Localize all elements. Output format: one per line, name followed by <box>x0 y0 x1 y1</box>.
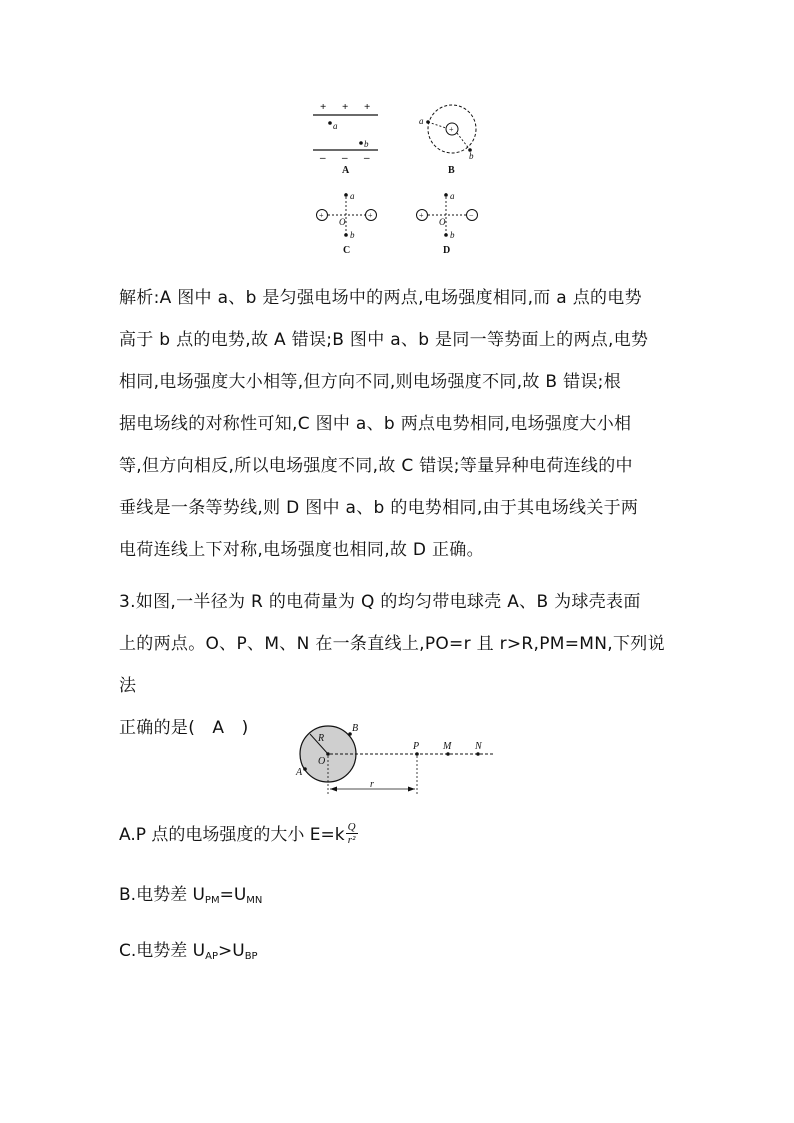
panel-d-caption: D <box>443 245 451 256</box>
point-b-label: b <box>450 230 455 240</box>
panel-a-caption: A <box>342 165 350 176</box>
point-a-label: a <box>350 191 355 201</box>
plus-charge: + <box>419 211 424 220</box>
point-n-label: N <box>475 741 482 752</box>
analysis-line: 解析:A 图中 a、b 是匀强电场中的两点,电场强度相同,而 a 点的电势 <box>119 288 642 308</box>
panel-c-caption: C <box>343 245 351 256</box>
analysis-line: 等,但方向相反,所以电场强度不同,故 C 错误;等量异种电荷连线的中 <box>119 456 633 476</box>
point-a-label: a <box>419 116 424 126</box>
point-b-label: b <box>350 230 355 240</box>
point-a-label: a <box>333 121 338 131</box>
point-b-label: b <box>364 139 369 149</box>
panel-b <box>419 105 476 176</box>
point-m-label: M <box>443 741 452 752</box>
minus-sign: – <box>320 152 326 164</box>
point-a-label: a <box>450 191 455 201</box>
analysis-paragraph <box>119 277 679 571</box>
radius-label: R <box>318 733 325 744</box>
question-line: 正确的是( A ) <box>119 718 249 738</box>
panel-a <box>313 101 378 176</box>
point-p-label: P <box>413 741 420 752</box>
plus-sign: + <box>364 101 371 113</box>
panel-d <box>417 191 478 256</box>
distance-r-label: r <box>370 779 374 790</box>
analysis-line: 高于 b 点的电势,故 A 错误;B 图中 a、b 是同一等势面上的两点,电势 <box>119 330 649 350</box>
analysis-line: 据电场线的对称性可知,C 图中 a、b 两点电势相同,电场强度大小相 <box>119 414 632 434</box>
figure-charged-sphere <box>290 716 510 802</box>
point-b-label: B <box>352 723 359 734</box>
analysis-line: 相同,电场强度大小相等,但方向不同,则电场强度不同,故 B 错误;根 <box>119 372 622 392</box>
question-line: 3.如图,一半径为 R 的电荷量为 Q 的均匀带电球壳 A、B 为球壳表面 <box>119 592 641 612</box>
fraction-q-over-r2: $\frac{Q}{\text{r²}}$ <box>347 820 356 846</box>
option-c: C.电势差 $U_{AP}>U_{BP}$ <box>119 941 258 962</box>
origin-label: O <box>439 217 446 227</box>
point-b-label: b <box>469 151 474 161</box>
origin-label: O <box>339 217 346 227</box>
plus-sign: + <box>342 101 349 113</box>
minus-sign: – <box>342 152 348 164</box>
analysis-line: 电荷连线上下对称,电场强度也相同,故 D 正确。 <box>119 540 484 560</box>
plus-charge: + <box>368 211 373 220</box>
question-line: 上的两点。O、P、M、N 在一条直线上,PO=r 且 r>R,PM=MN,下列说法 <box>119 634 665 696</box>
analysis-line: 垂线是一条等势线,则 D 图中 a、b 的电势相同,由于其电场线关于两 <box>119 498 639 518</box>
minus-sign: – <box>364 152 370 164</box>
option-a: A.P 点的电场强度的大小 E=k $\frac{Q}{\text{r²}}$ <box>119 820 356 846</box>
plus-charge: + <box>319 211 324 220</box>
center-label: O <box>318 756 326 767</box>
minus-charge: − <box>469 211 474 220</box>
figure-four-panels <box>300 95 500 265</box>
plus-charge: + <box>449 125 454 134</box>
point-a-label: A <box>296 767 303 778</box>
panel-b-caption: B <box>448 165 455 176</box>
option-b: B.电势差 $U_{PM}=U_{MN}$ <box>119 885 263 906</box>
plus-sign: + <box>320 101 327 113</box>
panel-c <box>317 191 377 256</box>
